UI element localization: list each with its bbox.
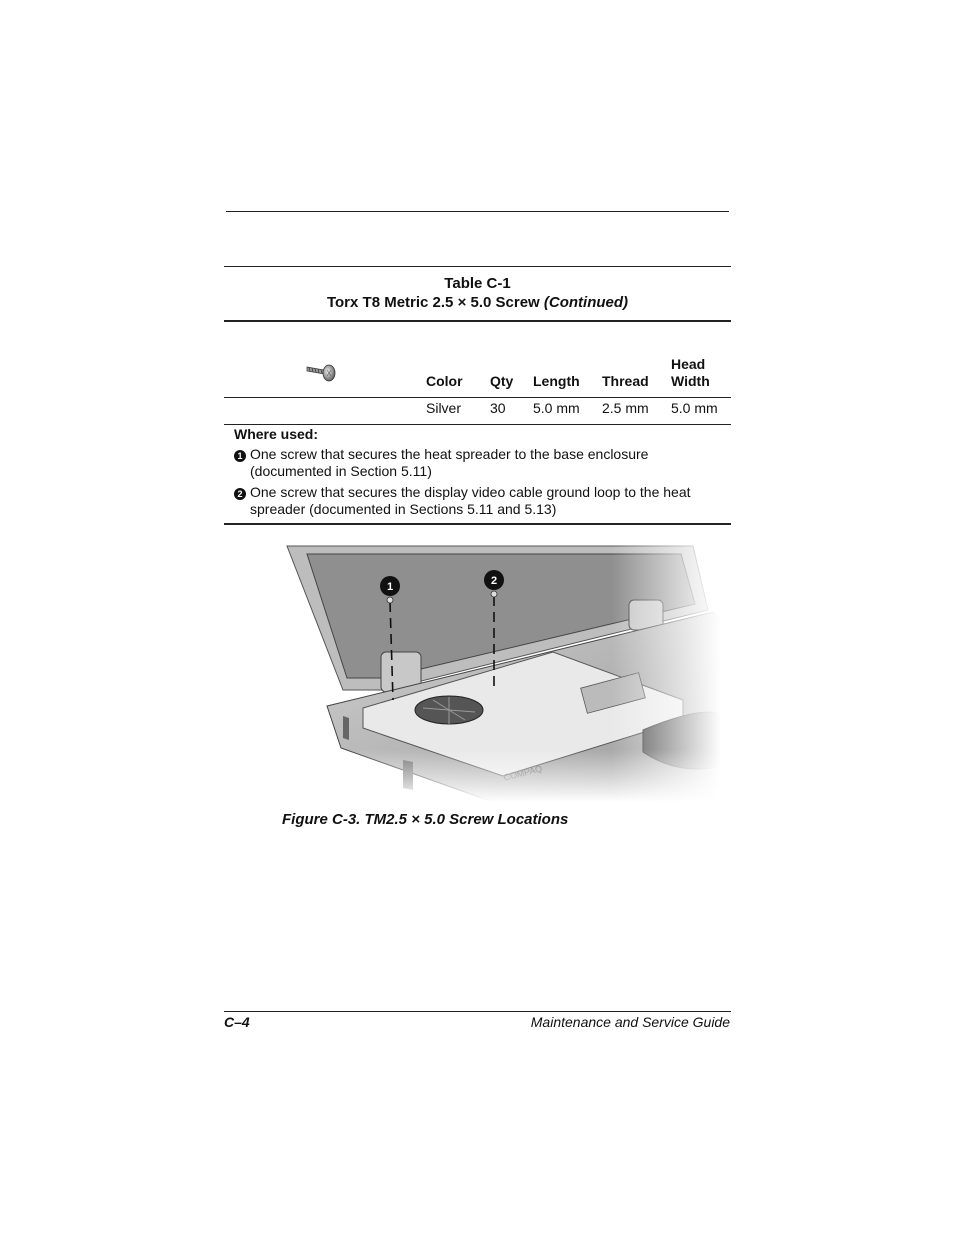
where-used-item-1-cont: (documented in Section 5.11) — [250, 463, 432, 479]
header-head: Head — [671, 356, 706, 372]
table-title — [224, 294, 731, 311]
header-thread: Thread — [602, 373, 649, 389]
laptop-figure — [283, 540, 721, 802]
header-color: Color — [426, 373, 463, 389]
cell-color: Silver — [426, 400, 462, 416]
callout-marker-1: 1 — [234, 450, 246, 462]
where-used-item-1: 1 One screw that secures the heat spreader to the base enclosure — [234, 446, 648, 463]
header-length: Length — [533, 373, 580, 389]
table-title-suffix: (Continued) — [543, 294, 629, 311]
header-width: Width — [671, 373, 710, 389]
top-rule — [226, 211, 729, 212]
table-number: Table C-1 — [444, 275, 511, 292]
header-qty: Qty — [490, 373, 514, 389]
cell-thread: 2.5 mm — [602, 400, 649, 416]
cell-head-width: 5.0 mm — [671, 400, 718, 416]
table-top-rule — [224, 266, 731, 267]
footer-title: Maintenance and Service Guide — [530, 1014, 730, 1030]
where-used-item-2-cont: spreader (documented in Sections 5.11 and 5.13) — [250, 501, 557, 517]
cell-length: 5.0 mm — [533, 400, 580, 416]
screw-icon — [305, 361, 337, 385]
header-rule — [224, 397, 731, 398]
cell-qty: 30 — [490, 400, 506, 416]
table-caption-rule — [224, 320, 731, 322]
footer-rule — [224, 1011, 731, 1012]
page-number: C–4 — [224, 1014, 250, 1030]
callout-marker-2: 2 — [234, 488, 246, 500]
table-bottom-rule — [224, 523, 731, 525]
where-used-item-2: 2 One screw that secures the display video cable ground loop to the heat — [234, 484, 691, 501]
figure-caption: Figure C-3. TM2.5 × 5.0 Screw Locations — [282, 811, 569, 828]
where-used-label: Where used: — [234, 426, 319, 442]
table-title-main: Torx T8 Metric 2.5 × 5.0 Screw — [326, 294, 540, 311]
row-rule — [224, 424, 731, 425]
